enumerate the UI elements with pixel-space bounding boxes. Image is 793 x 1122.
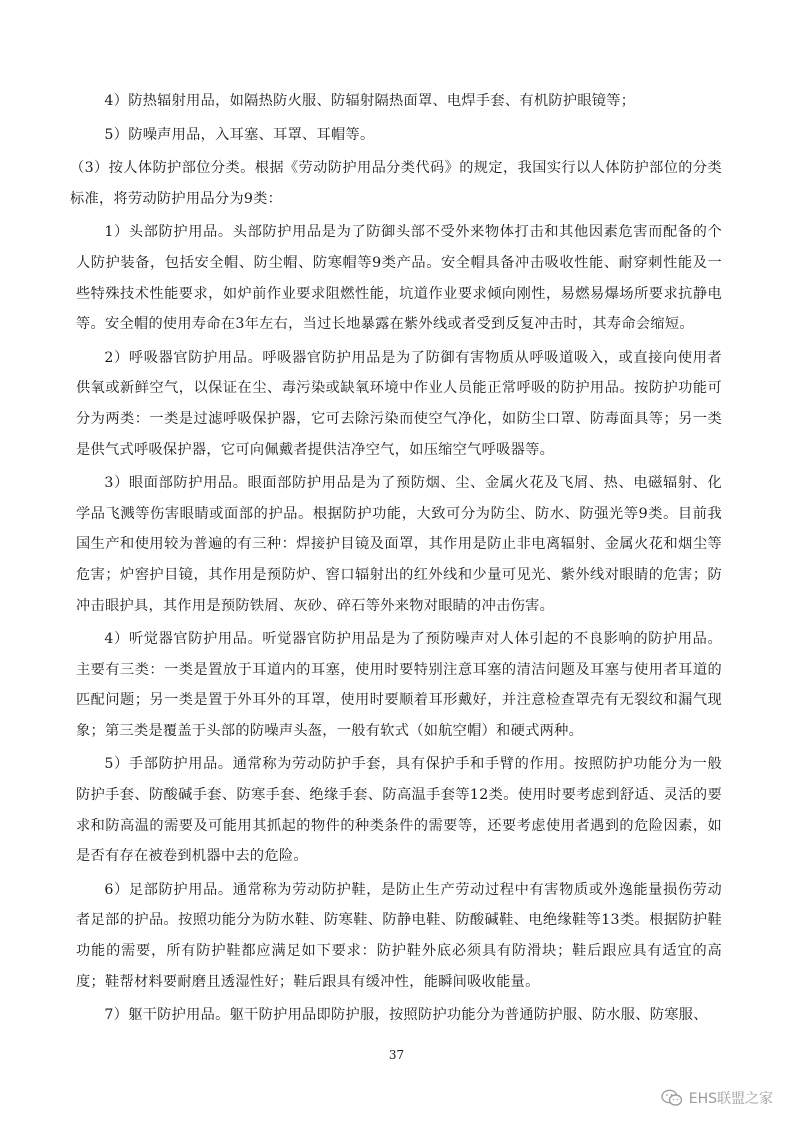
page-number: 37 [388,1048,405,1062]
paragraph: 4）防热辐射用品，如隔热防火服、防辐射隔热面罩、电焊手套、有机防护眼镜等； [104,93,636,109]
paragraph: 6）足部防护用品。通常称为劳动防护鞋，是防止生产劳动过程中有害物质或外逸能量损伤劳动者足部的护品。按照功能分为防水鞋、防寒鞋、防静电鞋、防酸碱鞋、电绝缘鞋等13类。根据防护鞋功能的需要，所有防护鞋都应满足如下要求：防护鞋外底必须具有防滑块；鞋后跟应具有适宜的高度；鞋帮材料要耐磨且透湿性好；鞋后跟具有缓冲性，能瞬间吸收能量。 [76,881,722,990]
paragraph: （3）按人体防护部位分类。根据《劳动防护用品分类代码》的规定，我国实行以人体防护部位的分类标准，将劳动防护用品分为9类： [70,160,722,207]
paragraph: 5）防噪声用品，入耳塞、耳罩、耳帽等。 [104,126,375,143]
paragraph: 3）眼面部防护用品。眼面部防护用品是为了预防烟、尘、金属火花及飞屑、热、电磁辐射、化学品飞溅等伤害眼睛或面部的护品。根据防护功能，大致可分为防尘、防水、防强光等9类。目前我国生产和使用较为普遍的有三种：焊接护目镜及面罩，其作用是防止非电离辐射、金属火花和烟尘等危害；炉窖护目镜，其作用是预防炉、窖口辐射出的红外线和少量可见光、紫外线对眼睛的危害；防冲击眼护具，其作用是预防铁屑、灰砂、碎石等外来物对眼睛的冲击伤害。 [76,475,722,614]
paragraph: 7）躯干防护用品。躯干防护用品即防护服，按照防护功能分为普通防护服、防水服、防寒服、 [104,1007,708,1024]
body-text [70,86,722,1034]
paragraph: 5）手部防护用品。通常称为劳动防护手套，具有保护手和手臂的作用。按照防护功能分为一般防护手套、防酸碱手套、防寒手套、绝缘手套、防高温手套等12类。使用时要考虑到舒适、灵活的要求和防高温的需要及可能用其抓起的物件的种类条件的需要等，还要考虑使用者遇到的危险因素，如是否有存在被卷到机器中去的危险。 [76,756,722,865]
wechat-icon [661,1089,683,1107]
paragraph: 2）呼吸器官防护用品。呼吸器官防护用品是为了防御有害物质从呼吸道吸入，或直接向使用者供氧或新鲜空气，以保证在尘、毒污染或缺氧环境中作业人员能正常呼吸的防护用品。按防护功能可分为两类：一类是过滤呼吸保护器，它可去除污染而使空气净化，如防尘口罩、防毒面具等；另一类是供气式呼吸保护器，它可向佩戴者提供洁净空气，如压缩空气呼吸器等。 [76,349,722,458]
paragraph: 4）听觉器官防护用品。听觉器官防护用品是为了预防噪声对人体引起的不良影响的防护用品。主要有三类：一类是置放于耳道内的耳塞，使用时要特别注意耳塞的清洁问题及耳塞与使用者耳道的匹配问题；另一类是置于外耳外的耳罩，使用时要顺着耳形戴好，并注意检查罩壳有无裂纹和漏气现象；第三类是覆盖于头部的防噪声头盔，一般有软式（如航空帽）和硬式两种。 [76,631,722,739]
brand-label: EHS联盟之家 [688,1091,773,1107]
paragraph: 1）头部防护用品。头部防护用品是为了防御头部不受外来物体打击和其他因素危害而配备的个人防护装备，包括安全帽、防尘帽、防寒帽等9类产品。安全帽具备冲击吸收性能、耐穿刺性能及一些特殊技术性能要求，如炉前作业要求阻燃性能，坑道作业要求倾向刚性，易燃易爆场所要求抗静电等。安全帽的使用寿命在3年左右，当过长地暴露在紫外线或者受到反复冲击时，其寿命会缩短。 [76,224,722,333]
brand-watermark [661,1088,773,1108]
